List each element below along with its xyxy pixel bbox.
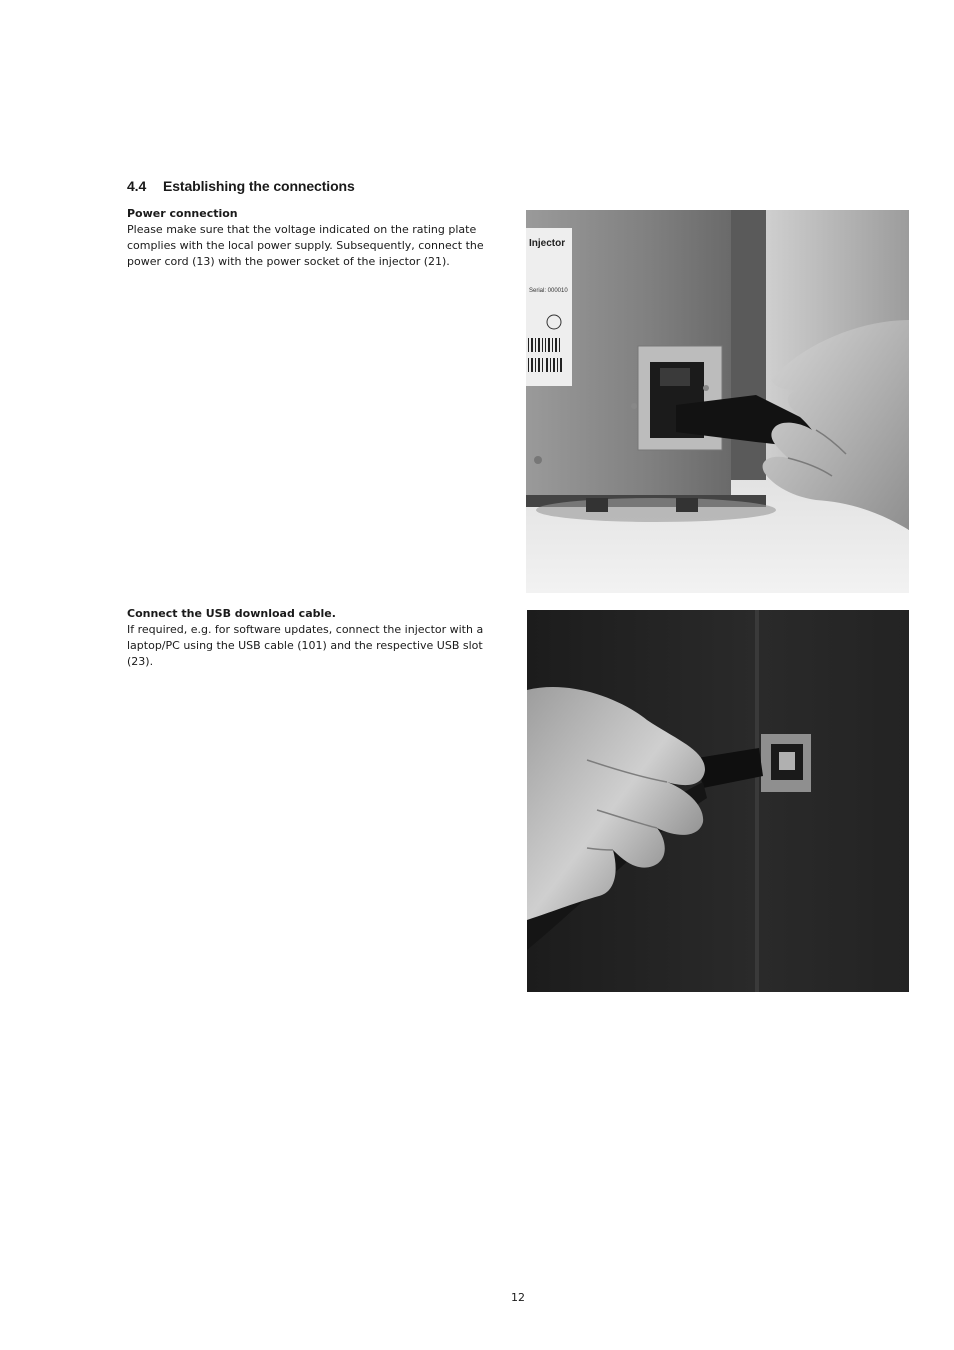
section-heading bbox=[127, 178, 355, 194]
usb-connection-text: If required, e.g. for software updates, connect the injector with a laptop/PC using the USB cable (101) and the respective USB slot (23). bbox=[127, 623, 484, 668]
page-number: 12 bbox=[511, 1291, 525, 1304]
power-connection-block bbox=[127, 206, 512, 270]
section-number: 4.4 bbox=[127, 178, 147, 194]
usb-connection-block bbox=[127, 606, 512, 670]
power-connection-heading: Power connection bbox=[127, 207, 238, 220]
power-connection-text: Please make sure that the voltage indicated on the rating plate complies with the local power supply. Subsequently, connect the power cord (13) with the power socket of the injector (21). bbox=[127, 223, 484, 268]
rating-plate-title: Injector bbox=[529, 238, 566, 249]
usb-connection-heading: Connect the USB download cable. bbox=[127, 607, 336, 620]
section-title: Establishing the connections bbox=[163, 178, 355, 194]
power-connection-photo bbox=[526, 210, 909, 593]
rating-plate-serial: Serial: 000010 bbox=[529, 288, 568, 294]
usb-connection-photo bbox=[527, 610, 909, 992]
